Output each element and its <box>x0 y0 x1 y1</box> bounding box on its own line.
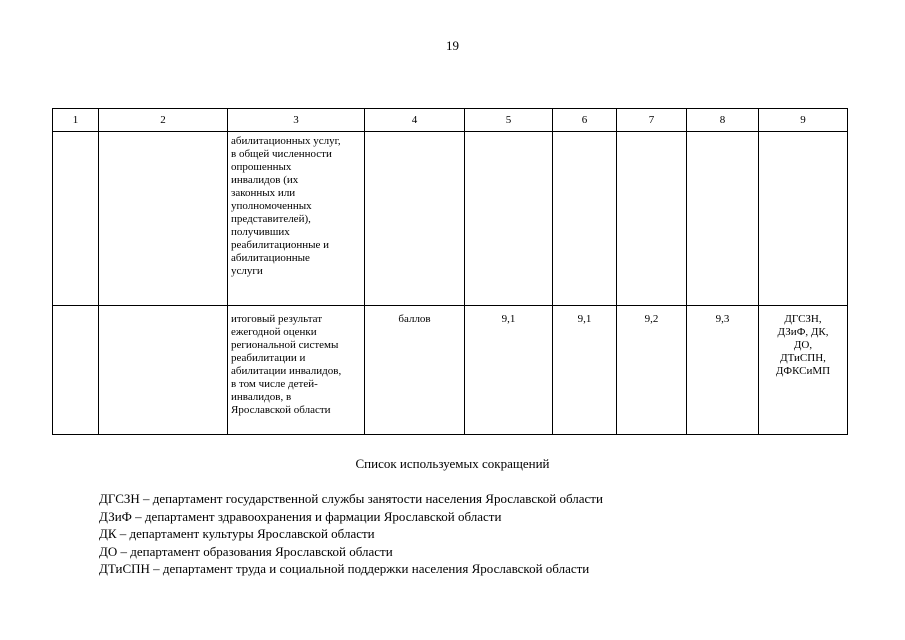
indicator-cell <box>228 306 365 435</box>
table-cell-empty <box>687 132 759 306</box>
abbreviation-item: ДО – департамент образования Ярославской области <box>99 543 393 559</box>
table-cell-empty <box>617 132 687 306</box>
value-cell: 9,1 <box>553 306 617 435</box>
indicator-text-line: абилитационные <box>231 252 310 264</box>
indicator-text-line: в общей численности <box>231 148 332 160</box>
column-header: 8 <box>687 109 759 132</box>
value-cell: 9,1 <box>465 306 553 435</box>
column-header: 6 <box>553 109 617 132</box>
indicator-text-line: представителей), <box>231 213 311 225</box>
column-header: 9 <box>759 109 848 132</box>
table-cell-empty <box>553 132 617 306</box>
table-cell-empty <box>53 132 99 306</box>
indicator-text-line: законных или <box>231 187 296 199</box>
table-cell-empty <box>759 132 848 306</box>
column-header: 4 <box>365 109 465 132</box>
indicator-text-line: итоговый результат <box>231 313 323 325</box>
executor-line: ДО, <box>793 339 813 351</box>
indicator-text-line: инвалидов, в <box>231 391 292 403</box>
value-cell: 9,2 <box>617 306 687 435</box>
column-header: 3 <box>228 109 365 132</box>
table-row <box>53 132 848 306</box>
table-cell-empty <box>53 306 99 435</box>
indicator-text-line: абилитации инвалидов, <box>231 365 342 377</box>
table-cell-empty <box>99 306 228 435</box>
abbreviation-item: ДГСЗН – департамент государственной службы занятости населения Ярославской области <box>99 491 603 506</box>
table-header-row <box>53 109 848 132</box>
column-header: 7 <box>617 109 687 132</box>
indicator-text-line: получивших <box>231 226 290 238</box>
table-cell-empty <box>365 132 465 306</box>
column-header: 1 <box>53 109 99 132</box>
value-cell: 9,3 <box>687 306 759 435</box>
table-row <box>53 306 848 435</box>
indicator-text-line: ежегодной оценки <box>231 326 317 338</box>
indicators-table <box>52 108 848 435</box>
abbreviation-item: ДТиСПН – департамент труда и социальной поддержки населения Ярославской области <box>99 561 590 576</box>
column-header: 2 <box>99 109 228 132</box>
page-number: 19 <box>446 38 459 53</box>
indicator-text-line: уполномоченных <box>231 200 312 212</box>
indicator-text-line: в том числе детей- <box>231 378 318 390</box>
indicator-text-line: опрошенных <box>231 161 292 173</box>
indicator-text-line: абилитационных услуг, <box>231 135 341 147</box>
indicator-text-line: услуги <box>231 265 263 277</box>
table-cell-empty <box>465 132 553 306</box>
indicator-text-line: реабилитации и <box>231 352 306 364</box>
abbreviation-item: ДК – департамент культуры Ярославской области <box>99 526 375 541</box>
abbreviation-item: ДЗиФ – департамент здравоохранения и фармации Ярославской области <box>99 508 502 524</box>
indicator-text-line: реабилитационные и <box>231 239 330 251</box>
unit-cell: баллов <box>365 306 465 435</box>
table-cell-empty <box>99 132 228 306</box>
indicator-text-line: региональной системы <box>231 339 339 351</box>
executor-line: ДФКСиМП <box>775 365 831 377</box>
executor-line: ДГСЗН, <box>784 313 822 325</box>
executor-line: ДЗиФ, ДК, <box>777 326 829 338</box>
executors-cell <box>759 306 848 435</box>
executor-line: ДТиСПН, <box>780 352 826 364</box>
abbreviations-list <box>99 490 603 578</box>
abbreviations-title: Список используемых сокращений <box>355 456 550 471</box>
column-header: 5 <box>465 109 553 132</box>
indicator-text-line: Ярославской области <box>231 404 331 416</box>
indicator-text-line: инвалидов (их <box>231 174 299 186</box>
indicator-cell <box>228 132 365 306</box>
